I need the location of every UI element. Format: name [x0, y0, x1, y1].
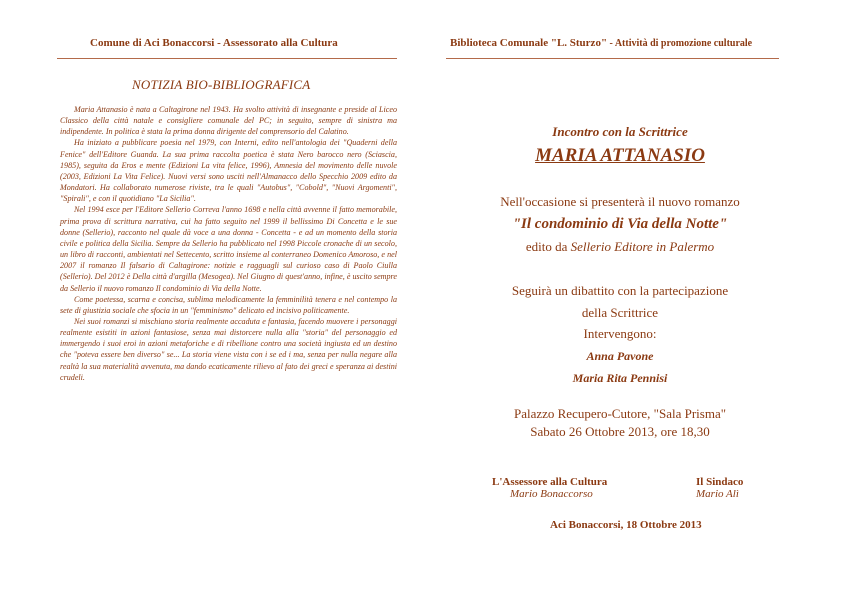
- signature-sindaco: [696, 476, 786, 500]
- bio-paragraph-4: Come poetessa, scarna e concisa, sublima melodicamente la femminilità tenera e nel contempo la sete di giustizia sociale che sfocia in un "femminismo" delicato ed incisivo politicamente.: [60, 294, 397, 315]
- debate-line-1: Seguirà un dibattito con la partecipazione: [511, 283, 729, 298]
- sig2-name: Mario Alì: [696, 488, 739, 500]
- left-header-rule: [57, 58, 397, 59]
- event-subtitle: Incontro con la Scrittrice: [552, 124, 688, 139]
- signature-assessore: [492, 476, 632, 500]
- presentation-line: Nell'occasione si presenterà il nuovo romanzo: [500, 194, 740, 209]
- bio-paragraph-5: Nei suoi romanzi si mischiano storia realmente accaduta e fantasia, facendo muovere i personaggi realmente esistiti in azioni fantasiose, senza mai distorcere nulla alla "storia" del personaggio ed immergendo i suoi eroi in azioni metaforiche e di ribellione contro una società ingiusta ed un destino che "poteva essere ben diverso" se... La storia viene vista con i se ed i ma, senza per nulla negare alla realtà la sua materialità avvenuta, ma dando ecaticamente rilievo al fato dei greci e speranza ai destini crudeli.: [60, 316, 397, 382]
- bio-paragraph-2: Ha iniziato a pubblicare poesia nel 1979, con Interni, edito nell'antologia dei "Quaderni della Fenice" dell'Editore Guanda. La sua prima raccolta poetica è stata Nero barocco nero (Sciascia, 1985), seguita da Eros e mente (Edizioni La vita felice, 1996), Amnesia del movimento delle nuvole (2003, Edizioni La Vita Felice). Nuovi versi sono usciti nell'Almanacco dello Specchio 2009 edito da Mondatori. Ha collaborato numerose riviste, tra le quali "Autobus", "Cobold", "Nuovi Argomenti", "Spirali", e con il quotidiano "La Sicilia".: [60, 138, 397, 204]
- publisher-prefix: edito da: [525, 239, 571, 254]
- author-name: MARIA ATTANASIO: [535, 145, 705, 166]
- speakers-label: Intervengono:: [583, 326, 657, 341]
- left-header: Comune di Aci Bonaccorsi - Assessorato alla Cultura: [90, 37, 338, 49]
- right-header-rule: [446, 58, 779, 59]
- speaker-2: Maria Rita Pennisi: [572, 371, 668, 385]
- right-header: [450, 37, 752, 49]
- debate-line-2: della Scrittrice: [581, 305, 659, 320]
- publisher-line: [445, 239, 795, 255]
- bio-title: NOTIZIA BIO-BIBLIOGRAFICA: [132, 77, 311, 92]
- bio-text: [60, 104, 397, 383]
- sig1-name: Mario Bonaccorso: [510, 488, 593, 500]
- sig2-title: Il Sindaco: [696, 476, 744, 488]
- right-header-rest: - Attività di promozione culturale: [607, 38, 753, 49]
- speaker-1: Anna Pavone: [586, 349, 654, 363]
- place-date: Aci Bonaccorsi, 18 Ottobre 2013: [550, 519, 702, 531]
- event-datetime: Sabato 26 Ottobre 2013, ore 18,30: [530, 424, 710, 439]
- publisher-name: Sellerio Editore in Palermo: [570, 239, 715, 254]
- book-title: "Il condominio di Via della Notte": [512, 216, 728, 232]
- sig1-title: L'Assessore alla Cultura: [492, 476, 608, 488]
- bio-paragraph-3: Nel 1994 esce per l'Editore Sellerio Correva l'anno 1698 e nella città avvenne il fatto memorabile, prima prova di scrittura narrativa, cui ha fatto seguito nel 1999 il bellissimo Di Concetta e le sue donne (Sellerio), racconto nel quale dà voce a una donna - Concetta - e ad un momento della storia civile e politica della Sicilia. Sempre da Sellerio ha pubblicato nel 1998 Piccole cronache di un secolo, un libro di racconti, ambientati nel Settecento, scritto insieme al conterraneo Domenico Amoroso, e nel 2007 il romanzo Il falsario di Caltagirone: notizie e ragguagli sul curioso caso di Paolo Ciulla (Sellerio). Del 2012 è Della città d'argilla (Mesogea). Nel Giugno di quest'anno, infine, è uscito sempre da Sellerio il nuovo romanzo Il condominio di Via della Notte.: [60, 205, 397, 293]
- venue: Palazzo Recupero-Cutore, "Sala Prisma": [513, 406, 727, 421]
- bio-paragraph-1: Maria Attanasio è nata a Caltagirone nel 1943. Ha svolto attività di insegnante e preside al Liceo Classico della città natale e consigliere comunale del PC; in seguito, sempre di sinistra ma indipendente. In politica è stata la prima donna dirigente del comprensorio del Calatino.: [60, 105, 397, 137]
- library-name: Biblioteca Comunale "L. Sturzo": [450, 37, 608, 49]
